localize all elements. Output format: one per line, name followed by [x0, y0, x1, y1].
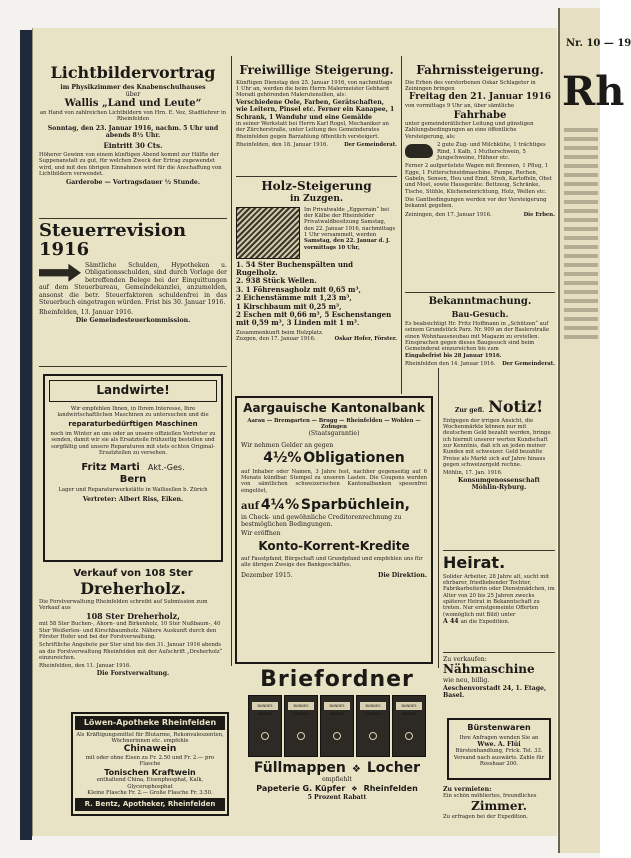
- ad-title: Landwirte!: [49, 380, 217, 402]
- ad-lichtbilder: Lichtbildervortrag im Physikzimmer des Knabenschulhauses über Wallis „Land und Leute“ an Hand von zahlreichen Lichtbildern von Hrn. E. Vez, Stadtlehrer in Rheinfelden Sonntag, den 23. Januar 1916, nachm. 5 Uhr und abends 8½ Uhr. Eintritt 30 Cts. Höherer Gewinn von einem künftigen Abend kommt zur Hälfte der Suppenanstalt zu gut, für welchen Zweck der Ertrag zugewendet wird, und mit den übrigen Einnahmen wird für die Anschaffung von Lichtbildern verwendet. Garderobe — Vortragsdauer ½ Stunde.: [39, 63, 227, 187]
- next-page-text-lines: [564, 128, 598, 344]
- binder-icon: BUNDES ORDNER: [320, 695, 354, 757]
- ad-landwirte: Landwirte! Wir empfehlen Ihnen, in Ihrem Interesse, Ihre landwirtschaftlichen Maschinen zu untersuchen und die reparaturbedürftigen Maschinen noch im Winter an uns oder an unsere offiziellen Vertreter zu senden, damit wir sie als Ersatzteile frühzeitig bestellen und sorgfältig und unsere Reparaturen mit stets echten Original-Ersatzteilen zu versehen. Fritz Marti Akt.-Ges. Bern Lager und Reparaturwerkstätte in Wallisellen b. Zürich Vertreter: Albert Riss, Eiken.: [43, 374, 223, 562]
- holz-item: 1 Kirschbaum mit 0,25 m³,: [236, 301, 342, 311]
- ad-dreherholz: Verkauf von 108 Ster Dreherholz. Die Forstverwaltung Rheinfelden schreibt auf Submission zum Verkauf aus 108 Ster Dreherholz, mit 58 Ster Buchen-, Ahorn- und Birkenholz, 10 Ster Nußbaum-, 40 Ster Weißerlen- und Kirschbaumholz. Nähere Auskunft durch den Förster Hofer und bei der Forstverwaltung. Schriftliche Angebote per Ster sind bis den 31. Januar 1916 abends an die Forstverwaltung Rheinfelden mit der Aufschrift „Dreherholz“ einzureichen. Rheinfelden, den 11. Januar 1916. Die Forstverwaltung.: [39, 568, 227, 703]
- page-number: Nr. 10 — 19: [566, 38, 631, 49]
- column-rule: [438, 368, 439, 668]
- ad-title: Aargauische Kantonalbank: [243, 401, 425, 415]
- ad-title: Zimmer.: [471, 798, 527, 813]
- holz-item: 2. 938 Stück Wellen.: [236, 276, 317, 286]
- column-rule: [231, 56, 232, 666]
- holz-item: 2 Eichenstämme mit 1,23 m³,: [236, 293, 352, 303]
- ad-holz-steigerung: Holz-Steigerung in Zuzgen. Im Privatwalde „Eggerrain“ bei der Kälbe der Rheinfelder Privatwaldbesitzung Samstag, den 22. Januar 1916, nachmittags 1 Uhr versammelt, werden Samstag, den 22. Januar d. J. vormittags 10 Uhr, 1. 54 Ster Buchenspälten und Rugelholz. 2. 938 Stück Wellen. 3. 1 Föhrensagholz mit 0,65 m³, 2 Eichenstämme mit 1,23 m³, 1 Kirschbaum mit 0,25 m³, 2 Eschen mit 0,66 m³, 5 Eschenstangen mit 0,59 m³, 3 Linden mit 1 m³. Zusammenkunft beim Holzplatz. Zuzgen, den 17. Januar 1916. Oskar Hofer, Förster.: [236, 179, 397, 343]
- ad-zimmer: Zu vermieten: Ein schön möbliertes, freundliches Zimmer. Zu erfragen bei der Expedition.: [443, 786, 555, 834]
- ad-title: Nähmaschine: [443, 662, 535, 677]
- ad-subject: Wallis „Land und Leute“: [64, 98, 202, 110]
- ad-title: Bürstenwaren: [467, 723, 531, 732]
- ad-steuerrevision: Steuerrevision 1916 Sämtliche Schulden, Hypotheken u. Obligationsschulden, sind durch Vorlage der betreffenden Belege bei der Einquittungen auf dem Steuerbureau, Gemeindekanzlei, anzumelden, ansonst die betr. Steuerfaktoren schuldenfrei in das Steuerbuch eingetragen würden. Frist bis 30. Januar 1916. Rheinfelden, 13. Januar 1916. Die Gemeindesteuerkommission.: [39, 220, 227, 324]
- binders-image: [237, 695, 437, 757]
- book-binding: [20, 30, 32, 840]
- ad-title: Steuerrevision 1916: [39, 220, 187, 260]
- ad-naehmaschine: Zu verkaufen: Nähmaschine wie neu, billig. Aeschenvorstadt 24, 1. Etage, Basel.: [443, 656, 555, 714]
- holz-item: 3. 1 Föhrensagholz mit 0,65 m³,: [236, 284, 361, 294]
- ad-title: Bekanntmachung.: [428, 296, 532, 307]
- ad-title: Notiz!: [488, 397, 544, 416]
- next-page-edge: [558, 8, 631, 853]
- column-rule: [401, 56, 402, 394]
- pig-icon: [405, 144, 433, 158]
- next-page-masthead: Rh: [562, 68, 625, 115]
- binder-icon: BUNDES ORDNER: [248, 695, 282, 757]
- binder-icon: BUNDES ORDNER: [356, 695, 390, 757]
- ad-title: Heirat.: [443, 553, 506, 572]
- ad-title: Briefordner: [260, 667, 414, 692]
- ad-buerstenwaren: Bürstenwaren Ihre Anfragen wenden Sie an Wwe. A. Flüi Bürstenhandlung, Frick. Tel. 33. Versand nach auswärts. Zahle für Rosshaar 200.: [447, 718, 551, 780]
- binder-icon: BUNDES ORDNER: [284, 695, 318, 757]
- ad-fahrnissteigerung: Fahrnissteigerung. Die Erben des verstorbenen Oskar Schlageter in Zeiningen bringen Freitag den 21. Januar 1916 von vormittags 9 Uhr an, über sämtliche Fahrhabe unter gemeinderätlicher Leitung und günstigen Zahlungsbedingungen an eine öffentliche Versteigerung, als: 2 gute Zug- und Milchkühe, 1 trächtiges Rind, 1 Kalb, 1 Mutterschwein, 5 Jungschweine, Hühner etc. Ferner 2 aufgerüstete Wagen mit Brennen, 1 Pflug, 1 Egge, 1 Futterschneidmaschine, Pumpe, Rechen, Gabeln, Sensen, Heu und Emd, Stroh, Kartoffeln, Obst und Most, sowie Hausgeräte: Bettzeug, Schränke, Tische, Stühle, Kücheneinrichtung, Holz, Wellen etc. Die Gantbedingungen werden vor der Versteigerung bekannt gegeben. Zeiningen, den 17. Januar 1916. Die Erben.: [405, 63, 555, 218]
- forest-woodcut-image: [236, 207, 300, 259]
- ad-apotheke: Löwen-Apotheke Rheinfelden Als Kräftigungsmittel für Blutarme, Rekonvaleszenten, Wöchnerinnen etc. empfehle Chinawein mit oder ohne Eisen zu Fr. 2.50 und Fr. 2.— pro Flasche Tonischen Kraftwein enthaltend China, Eisenphosphat, Kalk, Glycerophosphat Kleine Flasche Fr. 2.— Große Flasche Fr. 3.50. R. Bentz, Apotheker, Rheinfelden: [71, 712, 229, 816]
- ad-title: Fahrnissteigerung.: [416, 63, 544, 77]
- ad-briefordner: Briefordner BUNDES ORDNER BUNDES ORDNER BUNDES ORDNER BUNDES ORDNER BUNDES ORDNER Füllmappen ❖ Locher empfiehlt Papeterie G. Küpfer ❖ Rheinfelden 5 Prozent Rabatt: [237, 668, 437, 832]
- ad-title: Holz-Steigerung: [261, 179, 372, 193]
- ad-notiz: Zur gefl. Notiz! Entgegen der irrigen Ansicht, die Wochenmärkte können nur mit deutschem Geld bezahlt werden, bringe ich hiermit unserer werten Kundschaft zur Kenntnis, daß ich an jeden meiner Kunden mit schweizer. Geld bezahlte Preise als Markt sich auf Jahre hinaus gegen schweizergeld rechne. Möhlin, 17. Jan. 1916. Konsumgenossenschaft Möhlin-Ryburg.: [443, 397, 551, 492]
- ad-steigerung: Freiwillige Steigerung. Künftigen Dienstag den 25. Januar 1916, von nachmittags 1 Uhr an, werden die beim Herrn Malermeister Gebhard Moradi gehörenden Malerutensilien, als: Verschiedene Oele, Farben, Gerätschaften, wie Leitern, Pinsel etc. Ferner ein Kanapee, 1 Schrank, 1 Wanduhr und eine Gemälde in seiner Werkstatt bei Herrn Karl Rogel, Mechaniker an der Zürcherstraße, unter Leitung des Gemeinderates Rheinfelden gegen Barzahlung öffentlich versteigert. Rheinfelden, den 18. Januar 1916. Der Gemeinderat.: [236, 63, 397, 149]
- holz-item: 2 Eschen mit 0,66 m³, 5 Eschenstangen mit 0,59 m³, 3 Linden mit 1 m³.: [236, 309, 392, 328]
- ad-title: Freiwillige Steigerung.: [239, 63, 394, 77]
- newspaper-page: [32, 28, 557, 836]
- ad-title: Dreherholz.: [80, 578, 186, 598]
- ad-title: Lichtbildervortrag: [50, 63, 216, 82]
- ad-bekanntmachung: Bekanntmachung. Bau-Gesuch. Es beabsichtigt Hr. Fritz Hoffmann in „Schützen“ auf seinem Grundstück Parz. Nr. 909 an der Baslerstraße einen Wohnhausneubau mit Magazin zu erstellen. Einsprachen gegen dieses Baugesuch sind beim Gemeinderat einzureichen bis zum Eingabefrist bis 28 Januar 1916. Rheinfelden den 14. Januar 1916. Der Gemeinderat.: [405, 296, 555, 368]
- holz-item: 1. 54 Ster Buchenspälten und Rugelholz.: [236, 259, 354, 277]
- ad-title: Löwen-Apotheke Rheinfelden: [75, 716, 225, 730]
- ad-heirat: Heirat. Solider Arbeiter, 28 Jahre alt, sucht mit ehrbarer, friedliebender Tochter, Fabrikarbeiterin oder Dienstmädchen, im Alter von 20 bis 25 Jahren zwecks späterer Heirat in Bekanntschaft zu treten. Nur ernstgemeinte Offerten (womöglich mit Bild) unter A 44 an die Expedition.: [443, 553, 555, 625]
- binder-icon: BUNDES ORDNER: [392, 695, 426, 757]
- ad-kantonalbank: Aargauische Kantonalbank Aarau — Bremgarten — Brugg — Rheinfelden — Wohlen — Zofingen (Staatsgarantie) Wir nehmen Gelder an gegen 4½% Obligationen auf Inhaber oder Namen, 3 Jahre fest, nachher gegenseitig auf 6 Monate kündbar. Stempel zu unseren Lasten. Die Coupons werden von sämtlichen schweizerischen Kantonalbanken spesenfrei eingelöst, auf 4¼% Sparbüchlein, in Check- und gewöhnliche Creditorenrechnung zu bestmöglichen Bedingungen. Wir eröffnen Konto-Korrent-Kredite auf Faustpfand, Bürgschaft und Grundpfand und empfehlen uns für alle übrigen Zweige des Bankgeschäftes. Dezember 1915. Die Direktion.: [235, 396, 433, 664]
